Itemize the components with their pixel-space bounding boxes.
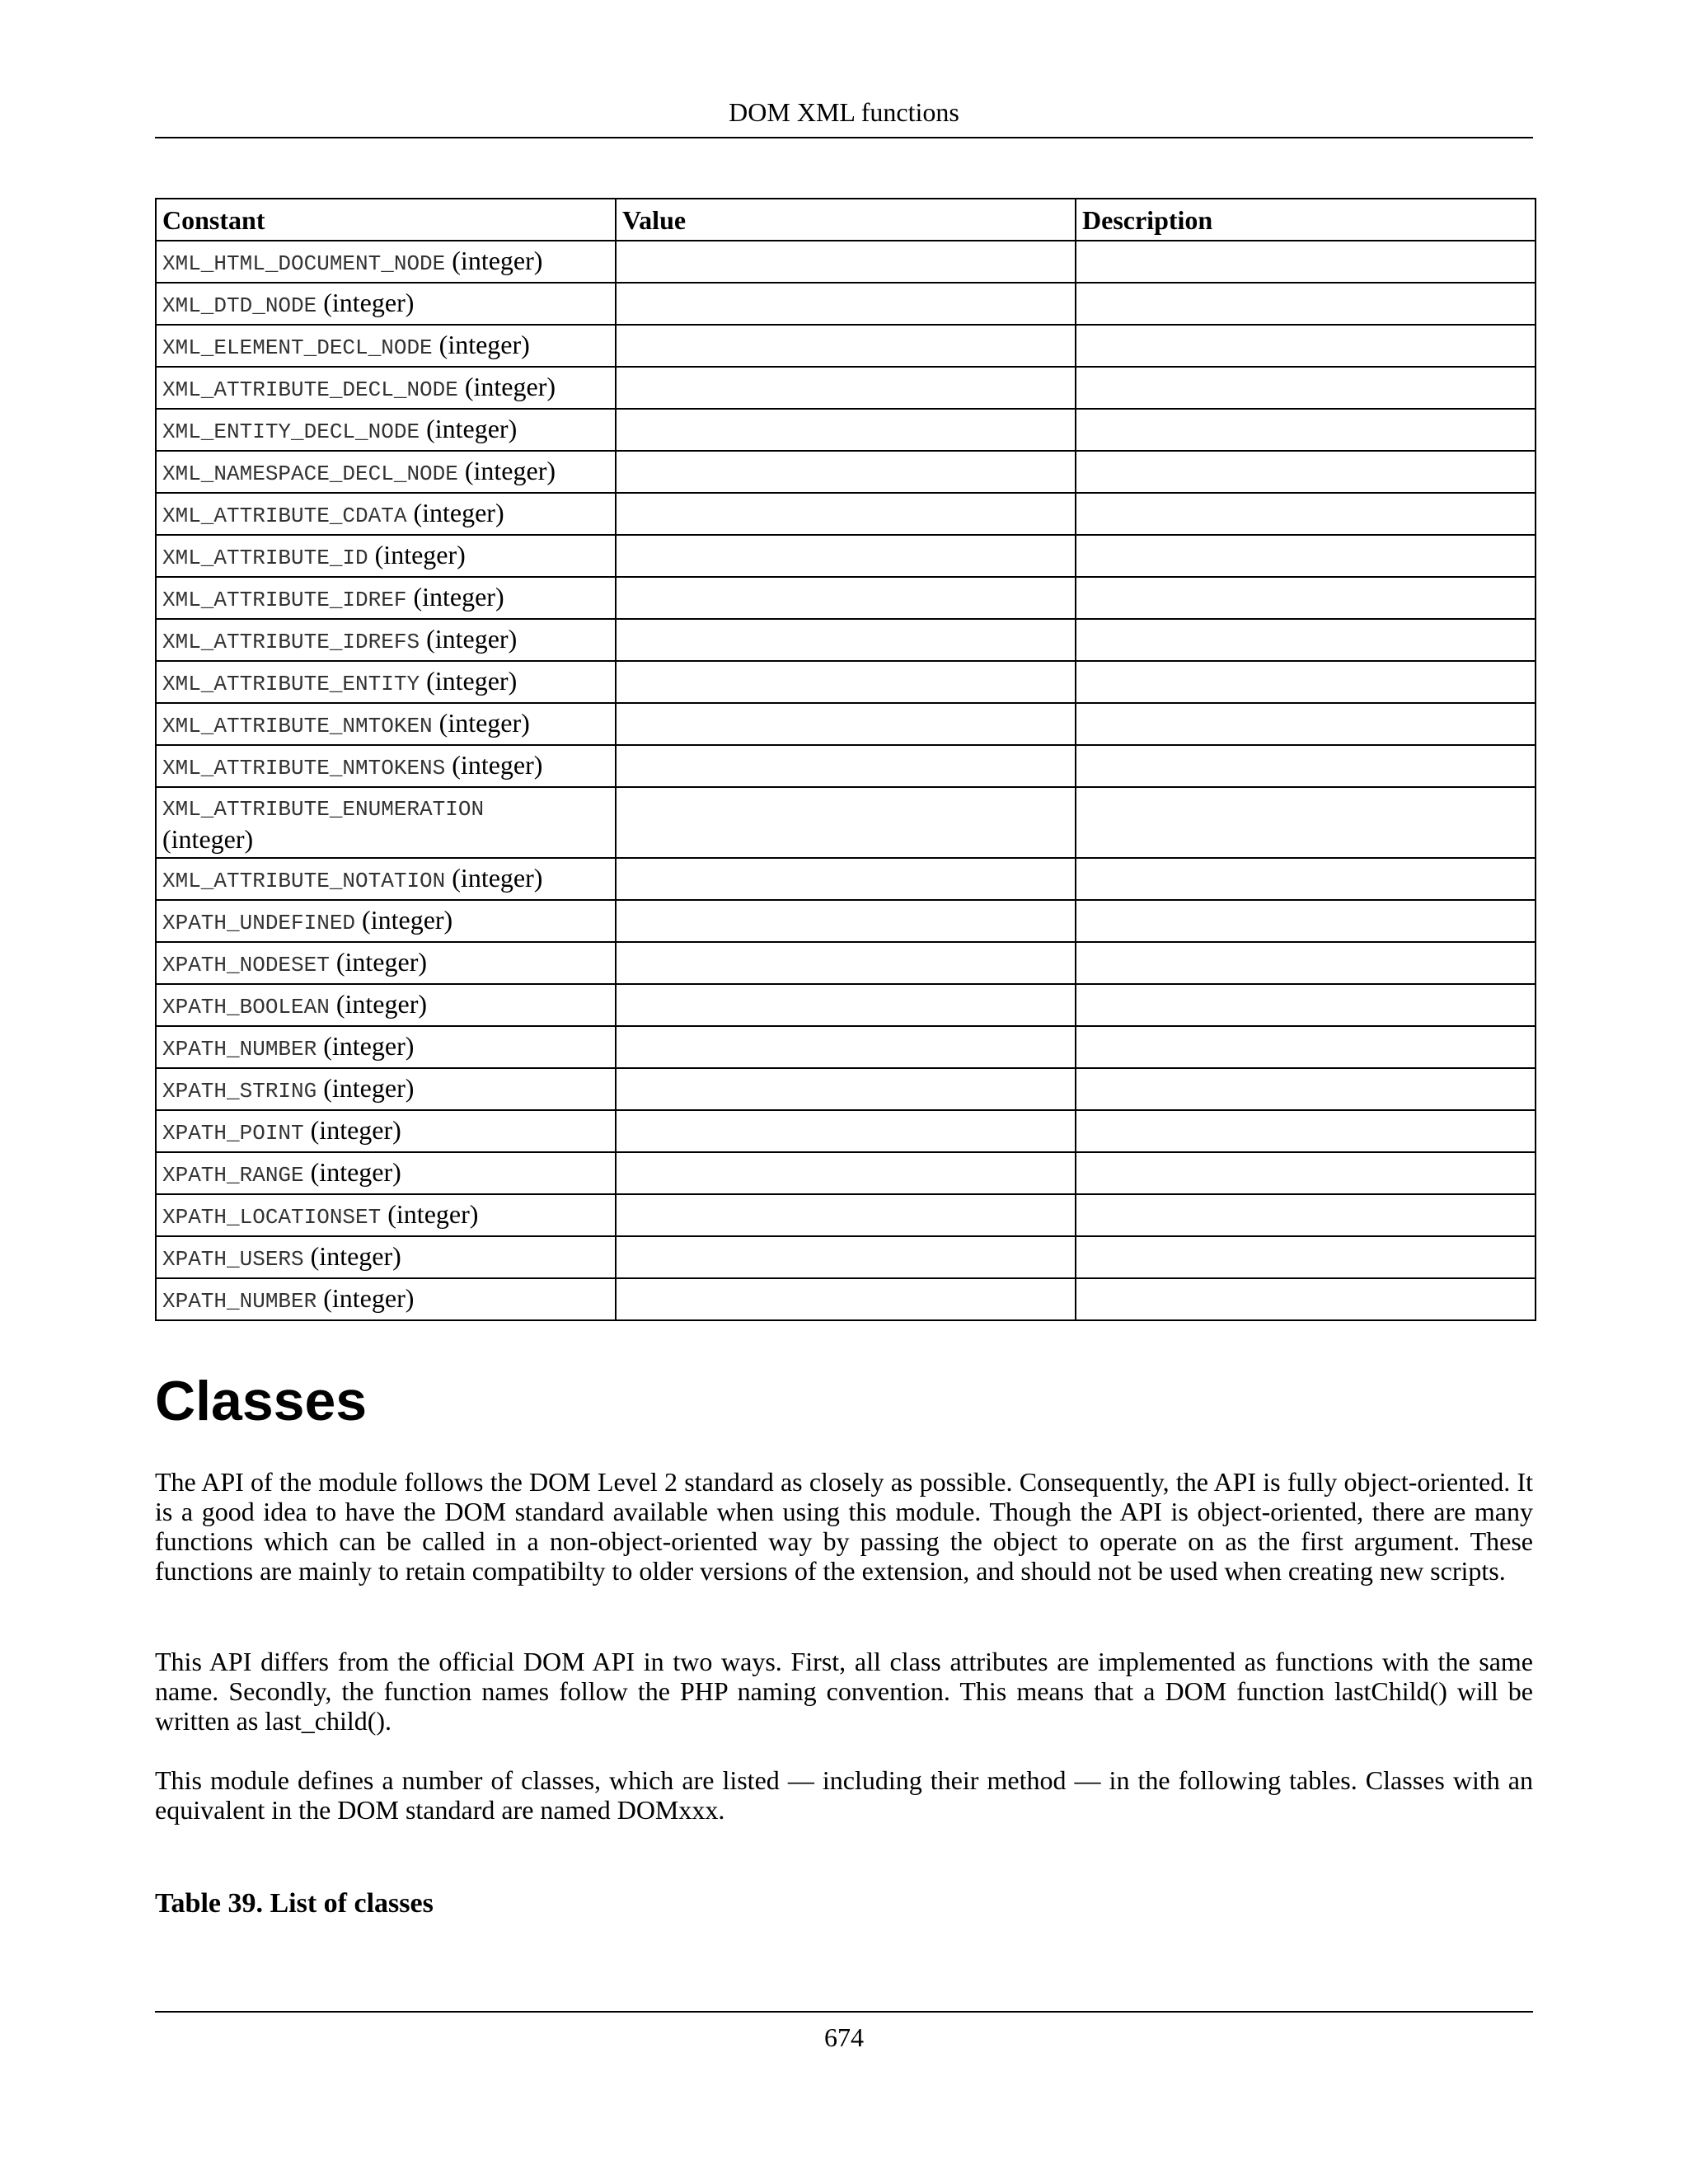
- constant-name: XPATH_NODESET: [162, 952, 330, 977]
- value-cell: [616, 1068, 1076, 1110]
- constant-name: XPATH_UNDEFINED: [162, 910, 356, 935]
- constant-cell: [156, 1152, 616, 1194]
- constant-type: (integer): [406, 497, 504, 527]
- constant-type: (integer): [432, 707, 530, 738]
- constant-cell: [156, 703, 616, 745]
- constant-cell: [156, 283, 616, 325]
- value-cell: [616, 409, 1076, 451]
- constant-cell: [156, 1194, 616, 1236]
- constant-type: (integer): [406, 581, 504, 612]
- description-cell: [1076, 1110, 1536, 1152]
- constant-type: (integer): [329, 988, 427, 1019]
- description-cell: [1076, 535, 1536, 577]
- table-row: [156, 409, 1536, 451]
- table-row: [156, 1026, 1536, 1068]
- value-cell: [616, 577, 1076, 619]
- column-header-description: Description: [1076, 199, 1536, 241]
- constant-cell: [156, 661, 616, 703]
- constant-cell: [156, 787, 616, 858]
- constant-cell: [156, 577, 616, 619]
- description-cell: [1076, 703, 1536, 745]
- table-row: [156, 577, 1536, 619]
- constant-name: XML_DTD_NODE: [162, 293, 317, 318]
- constant-cell: [156, 984, 616, 1026]
- description-cell: [1076, 787, 1536, 858]
- constant-name: XML_ATTRIBUTE_ENTITY: [162, 671, 420, 696]
- value-cell: [616, 1194, 1076, 1236]
- value-cell: [616, 1236, 1076, 1278]
- description-cell: [1076, 577, 1536, 619]
- description-cell: [1076, 1278, 1536, 1320]
- constant-type: (integer): [420, 413, 518, 443]
- value-cell: [616, 984, 1076, 1026]
- constants-table: [155, 198, 1536, 1321]
- description-cell: [1076, 493, 1536, 535]
- description-cell: [1076, 1236, 1536, 1278]
- constant-name: XML_ATTRIBUTE_CDATA: [162, 503, 407, 528]
- table-row: [156, 367, 1536, 409]
- constant-name: XML_ATTRIBUTE_ID: [162, 545, 368, 570]
- description-cell: [1076, 241, 1536, 283]
- description-cell: [1076, 745, 1536, 787]
- constant-type: (integer): [355, 904, 453, 935]
- paragraph-api-overview: The API of the module follows the DOM Level 2 standard as closely as possible. Consequently, the API is fully object-oriented. It is a good idea to have the DOM standard available when using this module. Though the API is object-oriented, there are many functions which can be called in a non-object-oriented way by passing the object to operate on as the first argument. These functions are mainly to retain compatibilty to older versions of the extension, and should not be used when creating new scripts.: [155, 1467, 1533, 1586]
- constant-type: (integer): [303, 1240, 401, 1271]
- table-row: [156, 942, 1536, 984]
- value-cell: [616, 942, 1076, 984]
- constant-name: XML_ATTRIBUTE_NMTOKENS: [162, 755, 446, 780]
- table-row: [156, 1236, 1536, 1278]
- table-header-row: [156, 199, 1536, 241]
- table-row: [156, 1194, 1536, 1236]
- description-cell: [1076, 451, 1536, 493]
- constant-cell: [156, 1278, 616, 1320]
- value-cell: [616, 1110, 1076, 1152]
- description-cell: [1076, 1068, 1536, 1110]
- constant-cell: [156, 745, 616, 787]
- constant-type: (integer): [445, 862, 543, 893]
- constant-cell: [156, 493, 616, 535]
- table-row: [156, 787, 1536, 858]
- value-cell: [616, 325, 1076, 367]
- table-row: [156, 858, 1536, 900]
- description-cell: [1076, 619, 1536, 661]
- constant-type: (integer): [368, 539, 466, 569]
- table-row: [156, 283, 1536, 325]
- constant-cell: [156, 1110, 616, 1152]
- constant-type: (integer): [445, 245, 543, 275]
- header-divider: [155, 137, 1533, 138]
- constant-cell: [156, 325, 616, 367]
- constant-cell: [156, 535, 616, 577]
- constant-name: XML_ATTRIBUTE_NOTATION: [162, 868, 446, 893]
- description-cell: [1076, 367, 1536, 409]
- constant-type: (integer): [316, 1030, 415, 1061]
- page-number: 674: [824, 2022, 864, 2052]
- description-cell: [1076, 942, 1536, 984]
- constant-type: (integer): [445, 749, 543, 780]
- constants-table-body: [156, 241, 1536, 1320]
- value-cell: [616, 1278, 1076, 1320]
- constant-name: XPATH_LOCATIONSET: [162, 1204, 382, 1230]
- constant-type: (integer): [381, 1198, 479, 1229]
- constant-name: XML_ATTRIBUTE_IDREFS: [162, 629, 420, 654]
- description-cell: [1076, 984, 1536, 1026]
- table-row: [156, 325, 1536, 367]
- constant-name: XPATH_NUMBER: [162, 1288, 317, 1314]
- constant-name: XML_ATTRIBUTE_DECL_NODE: [162, 377, 458, 402]
- description-cell: [1076, 858, 1536, 900]
- table-row: [156, 661, 1536, 703]
- table-row: [156, 1152, 1536, 1194]
- constant-name: XPATH_POINT: [162, 1120, 304, 1146]
- value-cell: [616, 451, 1076, 493]
- column-header-value: Value: [616, 199, 1076, 241]
- value-cell: [616, 493, 1076, 535]
- table-row: [156, 451, 1536, 493]
- constant-name: XML_ENTITY_DECL_NODE: [162, 419, 420, 444]
- constant-name: XML_ATTRIBUTE_NMTOKEN: [162, 713, 433, 738]
- description-cell: [1076, 1026, 1536, 1068]
- value-cell: [616, 900, 1076, 942]
- table-row: [156, 703, 1536, 745]
- constant-name: XML_ELEMENT_DECL_NODE: [162, 335, 433, 360]
- constant-type: (integer): [432, 329, 530, 359]
- description-cell: [1076, 1152, 1536, 1194]
- description-cell: [1076, 900, 1536, 942]
- constant-name: XPATH_STRING: [162, 1078, 317, 1104]
- constant-name: XML_ATTRIBUTE_IDREF: [162, 587, 407, 612]
- table-row: [156, 241, 1536, 283]
- description-cell: [1076, 661, 1536, 703]
- constant-cell: [156, 942, 616, 984]
- paragraph-class-list-intro: This module defines a number of classes, which are listed — including their method — in the following tables. Classes with an equivalent in the DOM standard are named DOMxxx.: [155, 1765, 1533, 1825]
- constant-cell: [156, 451, 616, 493]
- description-cell: [1076, 409, 1536, 451]
- constant-type: (integer): [303, 1114, 401, 1145]
- constant-name: XML_NAMESPACE_DECL_NODE: [162, 461, 458, 486]
- constant-cell: [156, 1026, 616, 1068]
- value-cell: [616, 703, 1076, 745]
- page-header-title: DOM XML functions: [729, 97, 959, 127]
- constant-cell: [156, 1236, 616, 1278]
- table-row: [156, 900, 1536, 942]
- value-cell: [616, 619, 1076, 661]
- constant-type: (integer): [316, 1072, 415, 1103]
- table-row: [156, 1068, 1536, 1110]
- constant-cell: [156, 900, 616, 942]
- column-header-constant: Constant: [156, 199, 616, 241]
- value-cell: [616, 745, 1076, 787]
- constant-cell: [156, 858, 616, 900]
- table-row: [156, 1278, 1536, 1320]
- table-row: [156, 619, 1536, 661]
- constant-type: (integer): [420, 623, 518, 654]
- constant-type: (integer): [329, 946, 427, 977]
- value-cell: [616, 283, 1076, 325]
- constant-type: (integer): [162, 824, 254, 854]
- table-row: [156, 984, 1536, 1026]
- constant-type: (integer): [303, 1156, 401, 1187]
- constant-cell: [156, 367, 616, 409]
- constant-name: XPATH_USERS: [162, 1246, 304, 1272]
- value-cell: [616, 1026, 1076, 1068]
- value-cell: [616, 535, 1076, 577]
- constant-name: XPATH_NUMBER: [162, 1036, 317, 1062]
- description-cell: [1076, 283, 1536, 325]
- value-cell: [616, 661, 1076, 703]
- value-cell: [616, 787, 1076, 858]
- constant-name: XPATH_RANGE: [162, 1162, 304, 1188]
- table-row: [156, 535, 1536, 577]
- section-title: Classes: [155, 1370, 368, 1432]
- constant-name: XPATH_BOOLEAN: [162, 994, 330, 1019]
- constant-cell: [156, 409, 616, 451]
- constant-cell: [156, 241, 616, 283]
- description-cell: [1076, 1194, 1536, 1236]
- value-cell: [616, 1152, 1076, 1194]
- footer-divider: [155, 2011, 1533, 2013]
- constant-name: XML_HTML_DOCUMENT_NODE: [162, 251, 446, 276]
- value-cell: [616, 241, 1076, 283]
- constant-type: (integer): [457, 455, 556, 485]
- description-cell: [1076, 325, 1536, 367]
- table-row: [156, 1110, 1536, 1152]
- constant-type: (integer): [457, 371, 556, 401]
- table-caption: Table 39. List of classes: [155, 1888, 434, 1919]
- paragraph-api-differences: This API differs from the official DOM API in two ways. First, all class attributes are implemented as functions with the same name. Secondly, the function names follow the PHP naming convention. This means that a DOM function lastChild() will be written as last_child().: [155, 1647, 1533, 1736]
- constant-cell: [156, 619, 616, 661]
- constant-name: XML_ATTRIBUTE_ENUMERATION: [162, 797, 485, 822]
- value-cell: [616, 858, 1076, 900]
- constant-type: (integer): [420, 665, 518, 696]
- table-row: [156, 493, 1536, 535]
- constant-type: (integer): [316, 287, 415, 317]
- constant-type: (integer): [316, 1282, 415, 1313]
- value-cell: [616, 367, 1076, 409]
- constant-cell: [156, 1068, 616, 1110]
- table-row: [156, 745, 1536, 787]
